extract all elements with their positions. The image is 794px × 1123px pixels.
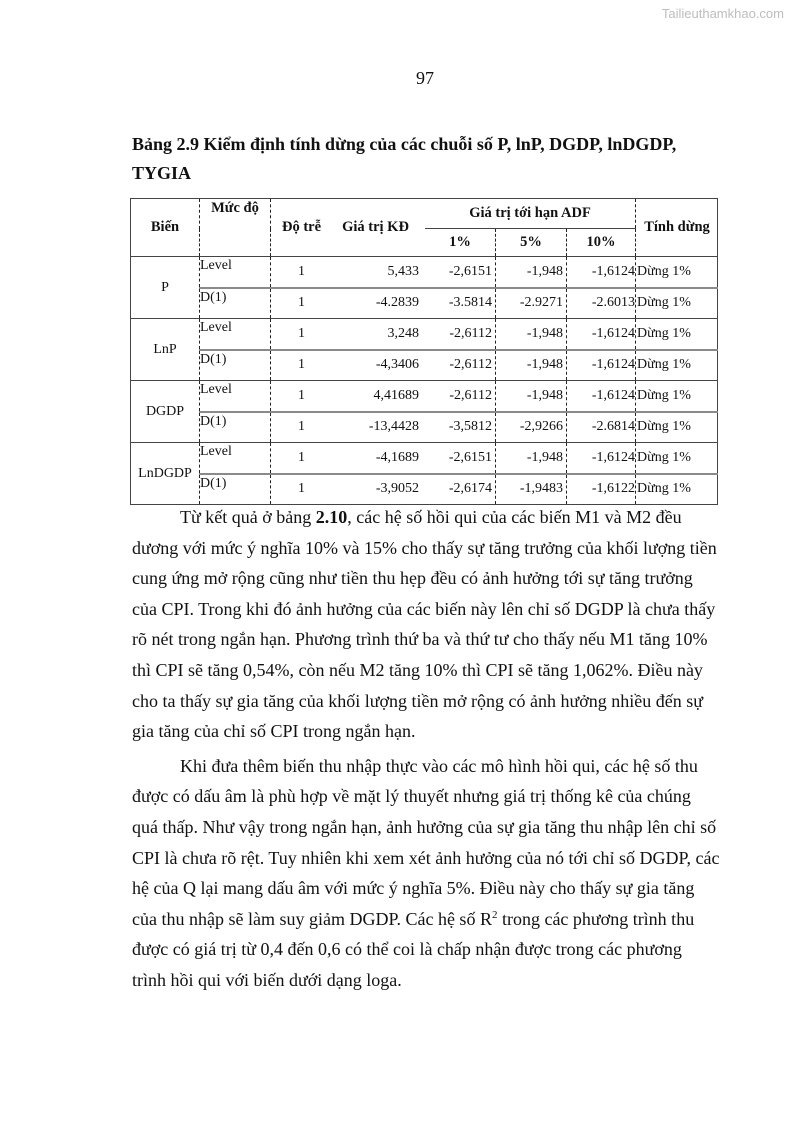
header-10-percent: 10% bbox=[567, 229, 636, 257]
paragraph-1-body: , các hệ số hồi qui của các biến M1 và M2 đều dương với mức ý nghĩa 10% và 15% cho thấy sự tăng trưởng của khối lượng tiền cung ứng mở rộng cũng như tiền thu hẹp đều có ảnh hưởng tới sự tăng trưởng của CPI. Trong khi đó ảnh hưởng của các biến này lên chỉ số DGDP là chưa thấy rõ nét trong ngắn hạn. Phương trình thứ ba và thứ tư cho thấy nếu M1 tăng 10% thì CPI sẽ tăng 0,54%, còn nếu M2 tăng 10% thì CPI sẽ tăng 1,062%. Điều này cho ta thấy sự gia tăng của khối lượng tiền mở rộng có ảnh hưởng nhiều đến sự gia tăng của chỉ số CPI trong ngắn hạn. bbox=[132, 507, 717, 742]
cell-1-percent: -3,5812 bbox=[425, 412, 496, 443]
cell-bien: P bbox=[131, 257, 200, 319]
header-gia-tri-kd: Giá trị KĐ bbox=[342, 219, 409, 235]
paragraph-2-body: Khi đưa thêm biến thu nhập thực vào các mô hình hồi qui, các hệ số thu được có dấu âm là phù hợp về mặt lý thuyết nhưng giá trị thống kê của chúng quá thấp. Như vậy trong ngắn hạn, ảnh hưởng của sự gia tăng thu nhập lên chỉ số CPI là chưa rõ rệt. Tuy nhiên khi xem xét ảnh hưởng của nó tới chỉ số DGDP, các hệ của Q lại mang dấu âm với mức ý nghĩa 5%. Điều này cho thấy sự gia tăng của thu nhập sẽ làm suy giảm DGDP. Các hệ số R bbox=[132, 755, 720, 929]
cell-1-percent: -2,6174 bbox=[425, 474, 496, 505]
cell-1-percent: -2,6151 bbox=[425, 257, 496, 288]
cell-tinh-dung: Dừng 1% bbox=[636, 412, 718, 443]
header-bien: Biến bbox=[150, 219, 180, 235]
cell-1-percent: -2,6112 bbox=[425, 319, 496, 350]
table-reference: 2.10 bbox=[315, 507, 348, 527]
header-tinh-dung: Tính dừng bbox=[636, 199, 718, 257]
cell-5-percent: -1,948 bbox=[496, 381, 567, 412]
cell-10-percent: -1,6124 bbox=[567, 443, 636, 474]
paragraph-1 bbox=[132, 502, 720, 747]
cell-gia-tri-kd: 5,433 bbox=[332, 257, 425, 288]
header-do-tre: Độ trễ bbox=[271, 199, 333, 257]
cell-muc-do: Level bbox=[200, 443, 271, 474]
header-1-percent: 1% bbox=[449, 234, 471, 250]
cell-muc-do: D(1) bbox=[200, 412, 271, 443]
cell-gia-tri-kd: -13,4428 bbox=[332, 412, 425, 443]
cell-bien: LnP bbox=[131, 319, 200, 381]
cell-10-percent: -2.6814 bbox=[567, 412, 636, 443]
cell-gia-tri-kd: -4,3406 bbox=[332, 350, 425, 381]
cell-tinh-dung: Dừng 1% bbox=[636, 288, 718, 319]
cell-gia-tri-kd: 3,248 bbox=[332, 319, 425, 350]
cell-do-tre: 1 bbox=[271, 257, 333, 288]
cell-gia-tri-kd: 4,41689 bbox=[332, 381, 425, 412]
table-row bbox=[131, 381, 718, 412]
cell-do-tre: 1 bbox=[271, 288, 333, 319]
cell-5-percent: -1,948 bbox=[496, 257, 567, 288]
paragraph-2-end: trong các phương trình thu được có giá trị từ 0,4 đến 0,6 có thể coi là chấp nhận được trong các phương trình hồi qui với biến dưới dạng loga. bbox=[132, 908, 695, 990]
header-5-percent: 5% bbox=[496, 229, 567, 257]
table-row bbox=[131, 350, 718, 381]
cell-1-percent: -3.5814 bbox=[425, 288, 496, 319]
cell-10-percent: -1,6124 bbox=[567, 350, 636, 381]
header-muc-do: Mức độ bbox=[200, 199, 271, 257]
cell-10-percent: -1,6124 bbox=[567, 319, 636, 350]
watermark: Tailieuthamkhao.com bbox=[661, 6, 784, 21]
cell-do-tre: 1 bbox=[271, 443, 333, 474]
page-number: 97 bbox=[416, 68, 434, 88]
cell-5-percent: -2.9271 bbox=[496, 288, 567, 319]
cell-5-percent: -1,948 bbox=[496, 443, 567, 474]
cell-1-percent: -2,6151 bbox=[425, 443, 496, 474]
cell-muc-do: D(1) bbox=[200, 350, 271, 381]
cell-10-percent: -1,6124 bbox=[567, 257, 636, 288]
superscript-2: 2 bbox=[491, 908, 498, 921]
caption-line-2: TYGIA bbox=[132, 163, 192, 183]
cell-10-percent: -1,6124 bbox=[567, 381, 636, 412]
cell-do-tre: 1 bbox=[271, 319, 333, 350]
cell-10-percent: -1,6122 bbox=[567, 474, 636, 505]
cell-10-percent: -2.6013 bbox=[567, 288, 636, 319]
cell-5-percent: -2,9266 bbox=[496, 412, 567, 443]
cell-tinh-dung: Dừng 1% bbox=[636, 319, 718, 350]
cell-muc-do: D(1) bbox=[200, 474, 271, 505]
header-adf-group: Giá trị tới hạn ADF bbox=[425, 199, 636, 229]
cell-do-tre: 1 bbox=[271, 350, 333, 381]
cell-5-percent: -1,948 bbox=[496, 319, 567, 350]
cell-muc-do: Level bbox=[200, 257, 271, 288]
cell-tinh-dung: Dừng 1% bbox=[636, 474, 718, 505]
cell-bien: DGDP bbox=[131, 381, 200, 443]
adf-stationarity-table bbox=[130, 198, 718, 505]
table-row bbox=[131, 443, 718, 474]
paragraph-1-intro: Từ kết quả ở bảng bbox=[180, 507, 316, 527]
table-caption bbox=[132, 130, 722, 188]
cell-tinh-dung: Dừng 1% bbox=[636, 257, 718, 288]
cell-do-tre: 1 bbox=[271, 381, 333, 412]
cell-muc-do: D(1) bbox=[200, 288, 271, 319]
cell-do-tre: 1 bbox=[271, 474, 333, 505]
table-row bbox=[131, 257, 718, 288]
table-row bbox=[131, 319, 718, 350]
cell-gia-tri-kd: -3,9052 bbox=[332, 474, 425, 505]
paragraph-2 bbox=[132, 751, 720, 996]
table-row bbox=[131, 412, 718, 443]
cell-muc-do: Level bbox=[200, 381, 271, 412]
cell-tinh-dung: Dừng 1% bbox=[636, 381, 718, 412]
cell-muc-do: Level bbox=[200, 319, 271, 350]
cell-bien: LnDGDP bbox=[131, 443, 200, 505]
cell-1-percent: -2,6112 bbox=[425, 381, 496, 412]
table-row bbox=[131, 288, 718, 319]
cell-gia-tri-kd: -4.2839 bbox=[332, 288, 425, 319]
caption-line-1: Bảng 2.9 Kiểm định tính dừng của các chuỗi số P, lnP, DGDP, lnDGDP, bbox=[132, 134, 677, 154]
table-row bbox=[131, 474, 718, 505]
cell-5-percent: -1,948 bbox=[496, 350, 567, 381]
cell-gia-tri-kd: -4,1689 bbox=[332, 443, 425, 474]
cell-do-tre: 1 bbox=[271, 412, 333, 443]
cell-1-percent: -2,6112 bbox=[425, 350, 496, 381]
body-text bbox=[132, 502, 720, 1000]
cell-tinh-dung: Dừng 1% bbox=[636, 350, 718, 381]
cell-tinh-dung: Dừng 1% bbox=[636, 443, 718, 474]
cell-5-percent: -1,9483 bbox=[496, 474, 567, 505]
